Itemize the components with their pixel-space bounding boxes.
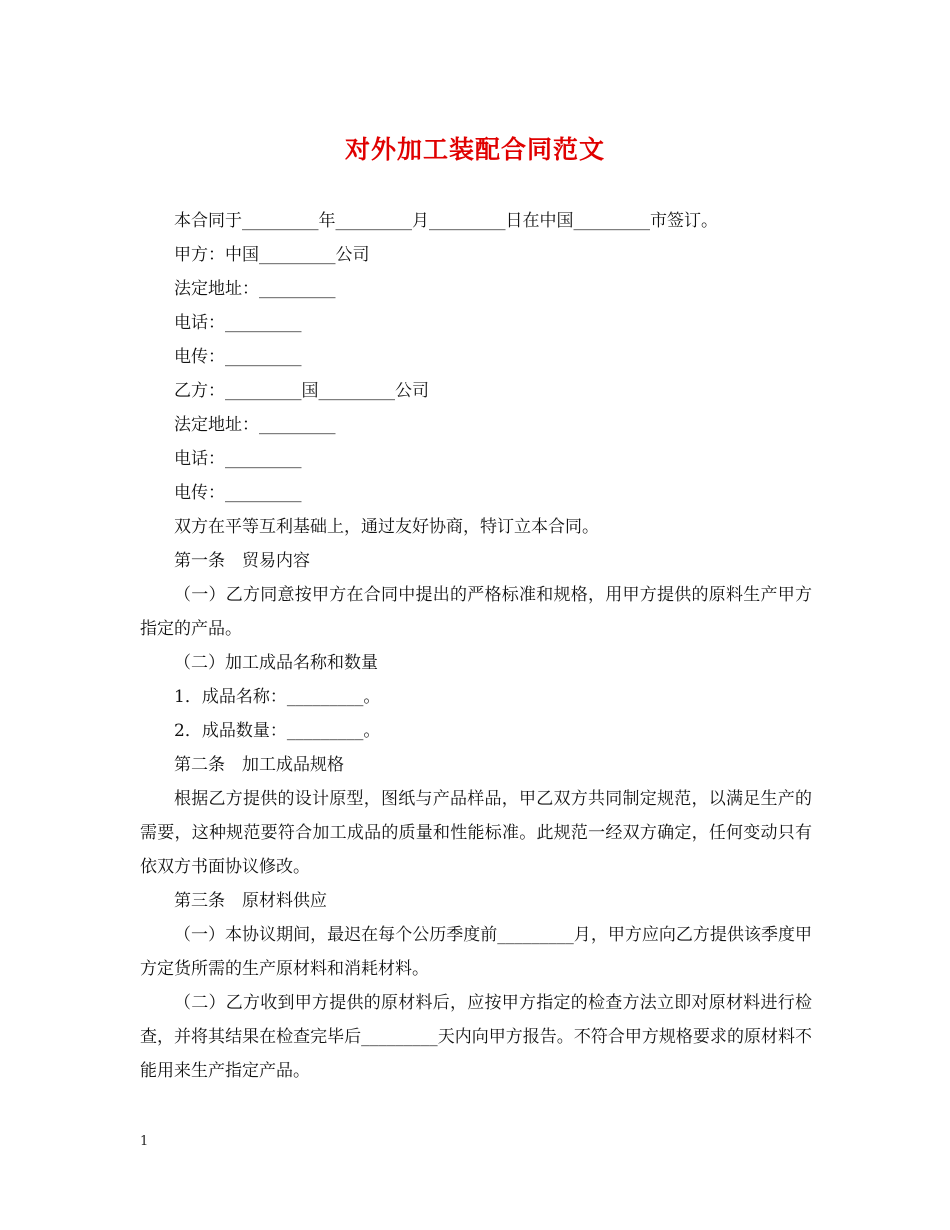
party-b-address: 法定地址：_________ — [174, 415, 336, 435]
article-2-body: 根据乙方提供的设计原型，图纸与产品样品，甲乙双方共同制定规范，以满足生产的需要，这种规范要符合加工成品的质量和性能标准。此规范一经双方确定，任何变动只有依双方书面协议修改。 — [140, 789, 812, 877]
product-name-line: 1．成品名称：_________。 — [174, 687, 381, 707]
article-3-clause-1: （一）本协议期间，最迟在每个公历季度前_________月，甲方应向乙方提供该季度甲方定货所需的生产原材料和消耗材料。 — [140, 925, 812, 979]
contract-date-line: 本合同于_________年_________月_________日在中国_________市签订。 — [174, 211, 718, 231]
party-a-telex: 电传：_________ — [174, 347, 302, 367]
article-3-heading: 第三条 原材料供应 — [174, 891, 327, 911]
party-b-telex: 电传：_________ — [174, 483, 302, 503]
preamble: 双方在平等互利基础上，通过友好协商，特订立本合同。 — [174, 517, 599, 537]
page-number: 1 — [140, 1134, 149, 1149]
document-body — [140, 204, 812, 1088]
party-a-phone: 电话：_________ — [174, 313, 302, 333]
party-a-name: 甲方：中国_________公司 — [174, 245, 370, 265]
article-1-heading: 第一条 贸易内容 — [174, 551, 310, 571]
party-b-phone: 电话：_________ — [174, 449, 302, 469]
article-1-clause-2: （二）加工成品名称和数量 — [174, 653, 378, 673]
product-quantity-line: 2．成品数量：_________。 — [174, 721, 381, 741]
article-1-clause-1: （一）乙方同意按甲方在合同中提出的严格标准和规格，用甲方提供的原料生产甲方指定的产品。 — [140, 585, 812, 639]
party-a-address: 法定地址：_________ — [174, 279, 336, 299]
document-title: 对外加工装配合同范文 — [344, 135, 605, 164]
article-2-heading: 第二条 加工成品规格 — [174, 755, 344, 775]
article-3-clause-2: （二）乙方收到甲方提供的原材料后，应按甲方指定的检查方法立即对原材料进行检查，并将其结果在检查完毕后_________天内向甲方报告。不符合甲方规格要求的原材料不能用来生产指定产品。 — [140, 993, 812, 1081]
party-b-name: 乙方：_________国_________公司 — [174, 381, 429, 401]
